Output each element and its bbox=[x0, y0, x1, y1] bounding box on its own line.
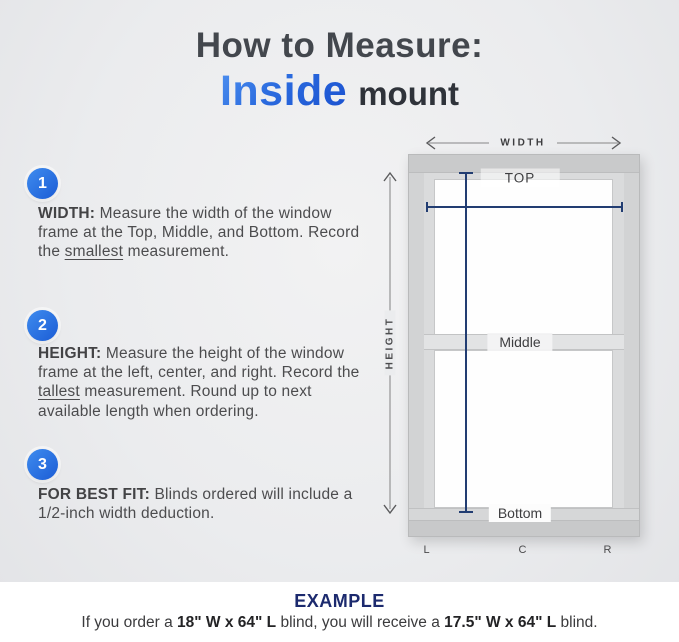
step-1-underlined: smallest bbox=[64, 243, 124, 261]
example-post: blind. bbox=[556, 614, 598, 631]
step-2-number: 2 bbox=[38, 316, 47, 334]
example-received-size: 17.5" W x 64" L bbox=[444, 614, 557, 631]
title-rest: mount bbox=[358, 75, 460, 112]
step-3-label: FOR BEST FIT: bbox=[38, 486, 150, 503]
page-title bbox=[0, 26, 679, 116]
width-label: WIDTH bbox=[500, 137, 546, 149]
step-1-badge bbox=[27, 168, 58, 199]
step-3-body: Blinds ordered will include a 1/2-inch width deduction. bbox=[38, 486, 353, 523]
height-measure-line bbox=[459, 173, 473, 512]
step-1-text bbox=[38, 204, 360, 262]
example-footer bbox=[0, 582, 679, 642]
example-pre: If you order a bbox=[81, 614, 178, 631]
example-sentence bbox=[0, 614, 679, 632]
height-label: HEIGHT bbox=[385, 311, 396, 376]
example-heading: EXAMPLE bbox=[294, 591, 385, 611]
width-measure-line bbox=[427, 202, 622, 212]
mark-right: R bbox=[603, 544, 613, 556]
mark-center: C bbox=[518, 544, 528, 556]
step-1-body-after: measurement. bbox=[123, 243, 230, 261]
bottom-label: Bottom bbox=[489, 504, 551, 522]
step-2-label: HEIGHT: bbox=[38, 345, 102, 362]
step-1-label: WIDTH: bbox=[38, 205, 96, 222]
top-label: TOP bbox=[481, 169, 560, 188]
window-diagram bbox=[383, 133, 668, 563]
step-3-text bbox=[38, 485, 360, 523]
step-3-number: 3 bbox=[38, 455, 47, 473]
step-2-body: Measure the height of the window frame at the left, center, and right. Record the bbox=[38, 345, 360, 382]
title-line1: How to Measure: bbox=[195, 26, 484, 65]
step-2-underlined: tallest bbox=[38, 383, 80, 401]
title-line2 bbox=[0, 67, 679, 116]
mark-left: L bbox=[423, 544, 431, 556]
title-highlight: Inside bbox=[219, 67, 348, 115]
step-2-text bbox=[38, 344, 360, 421]
step-1-body: Measure the width of the window frame at the Top, Middle, and Bottom. Record the bbox=[38, 205, 360, 261]
middle-label: Middle bbox=[487, 333, 552, 351]
step-2-badge bbox=[27, 310, 58, 341]
step-3-badge bbox=[27, 449, 58, 480]
step-1-number: 1 bbox=[38, 174, 47, 192]
example-mid: blind, you will receive a bbox=[276, 614, 445, 631]
step-2-body-after: measurement. Round up to next available length when ordering. bbox=[38, 383, 312, 420]
example-ordered-size: 18" W x 64" L bbox=[177, 614, 277, 631]
